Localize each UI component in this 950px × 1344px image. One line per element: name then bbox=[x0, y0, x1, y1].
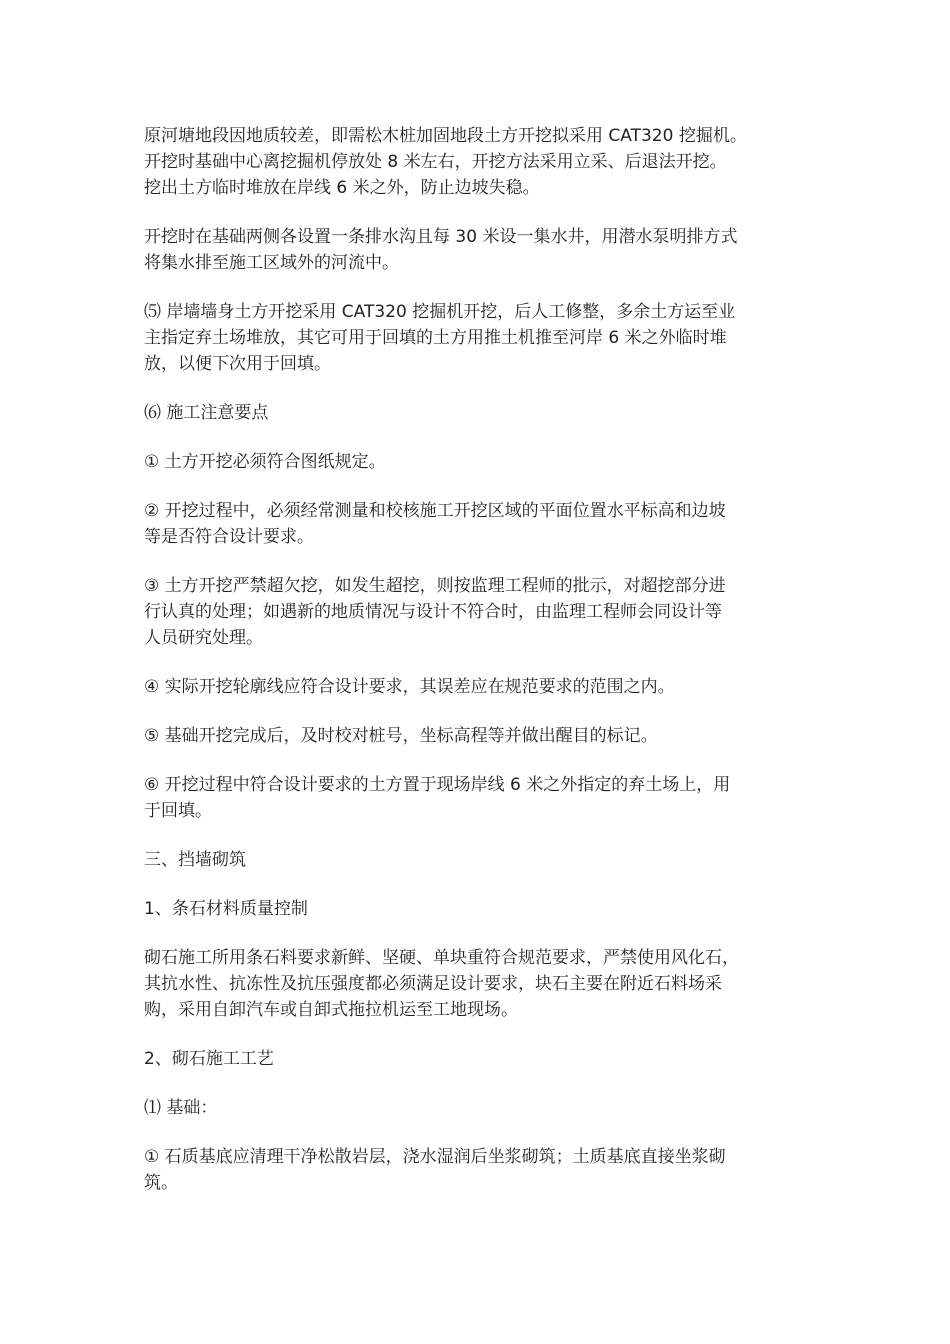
text-line: 挖出土方临时堆放在岸线 6 米之外，防止边坡失稳。 bbox=[144, 178, 540, 198]
text-line: ④ 实际开挖轮廓线应符合设计要求，其误差应在规范要求的范围之内。 bbox=[144, 677, 675, 697]
text-line: 其抗水性、抗冻性及抗压强度都必须满足设计要求，块石主要在附近石料场采 bbox=[144, 974, 722, 994]
text-line: 等是否符合设计要求。 bbox=[144, 527, 314, 547]
text-line: 将集水排至施工区域外的河流中。 bbox=[144, 253, 399, 273]
paragraph-wall-excavation bbox=[144, 299, 824, 377]
paragraph-foundation-heading bbox=[144, 1095, 824, 1121]
text-line: ① 土方开挖必须符合图纸规定。 bbox=[144, 452, 386, 472]
text-line: ⑥ 开挖过程中符合设计要求的土方置于现场岸线 6 米之外指定的弃土场上，用 bbox=[144, 775, 731, 795]
text-line: 原河塘地段因地质较差，即需松木桩加固地段土方开挖拟采用 CAT320 挖掘机。 bbox=[144, 126, 747, 146]
text-line: ⑸ 岸墙墙身土方开挖采用 CAT320 挖掘机开挖，后人工修整，多余土方运至业 bbox=[144, 302, 736, 322]
text-line: 人员研究处理。 bbox=[144, 628, 263, 648]
text-line: 三、挡墙砌筑 bbox=[144, 850, 246, 870]
text-line: 购，采用自卸汽车或自卸式拖拉机运至工地现场。 bbox=[144, 1000, 518, 1020]
text-line: 于回填。 bbox=[144, 801, 212, 821]
text-line: 开挖时在基础两侧各设置一条排水沟且每 30 米设一集水井，用潜水泵明排方式 bbox=[144, 227, 738, 247]
paragraph-drainage bbox=[144, 224, 824, 276]
text-line: ① 石质基底应清理干净松散岩层，浇水湿润后坐浆砌筑；土质基底直接坐浆砌 bbox=[144, 1147, 726, 1167]
paragraph-foundation-1 bbox=[144, 1144, 824, 1196]
text-line: ⑹ 施工注意要点 bbox=[144, 403, 269, 423]
text-line: 1、条石材料质量控制 bbox=[144, 899, 308, 919]
paragraph-heading-notes bbox=[144, 400, 824, 426]
text-line: ⑴ 基础： bbox=[144, 1098, 218, 1118]
paragraph-note-4 bbox=[144, 674, 824, 700]
paragraph-note-2 bbox=[144, 498, 824, 550]
text-line: 2、砌石施工工艺 bbox=[144, 1049, 274, 1069]
section-heading-retaining-wall bbox=[144, 847, 824, 873]
text-line: 行认真的处理；如遇新的地质情况与设计不符合时，由监理工程师会同设计等 bbox=[144, 602, 722, 622]
document-body bbox=[144, 123, 824, 1219]
subheading-material-quality bbox=[144, 896, 824, 922]
text-line: ③ 土方开挖严禁超欠挖，如发生超挖，则按监理工程师的批示，对超挖部分进 bbox=[144, 576, 726, 596]
text-line: 砌石施工所用条石料要求新鲜、坚硬、单块重符合规范要求，严禁使用风化石， bbox=[144, 948, 739, 968]
paragraph-note-1 bbox=[144, 449, 824, 475]
text-line: 主指定弃土场堆放，其它可用于回填的土方用推土机推至河岸 6 米之外临时堆 bbox=[144, 328, 727, 348]
text-line: 筑。 bbox=[144, 1173, 178, 1193]
paragraph-note-5 bbox=[144, 723, 824, 749]
text-line: 开挖时基础中心离挖掘机停放处 8 米左右，开挖方法采用立采、后退法开挖。 bbox=[144, 152, 727, 172]
paragraph-excavation-method bbox=[144, 123, 824, 201]
text-line: ② 开挖过程中，必须经常测量和校核施工开挖区域的平面位置水平标高和边坡 bbox=[144, 501, 726, 521]
text-line: 放，以便下次用于回填。 bbox=[144, 354, 331, 374]
subheading-masonry-process bbox=[144, 1046, 824, 1072]
paragraph-stone-material bbox=[144, 945, 824, 1023]
text-line: ⑤ 基础开挖完成后，及时校对桩号，坐标高程等并做出醒目的标记。 bbox=[144, 726, 658, 746]
paragraph-note-6 bbox=[144, 772, 824, 824]
paragraph-note-3 bbox=[144, 573, 824, 651]
